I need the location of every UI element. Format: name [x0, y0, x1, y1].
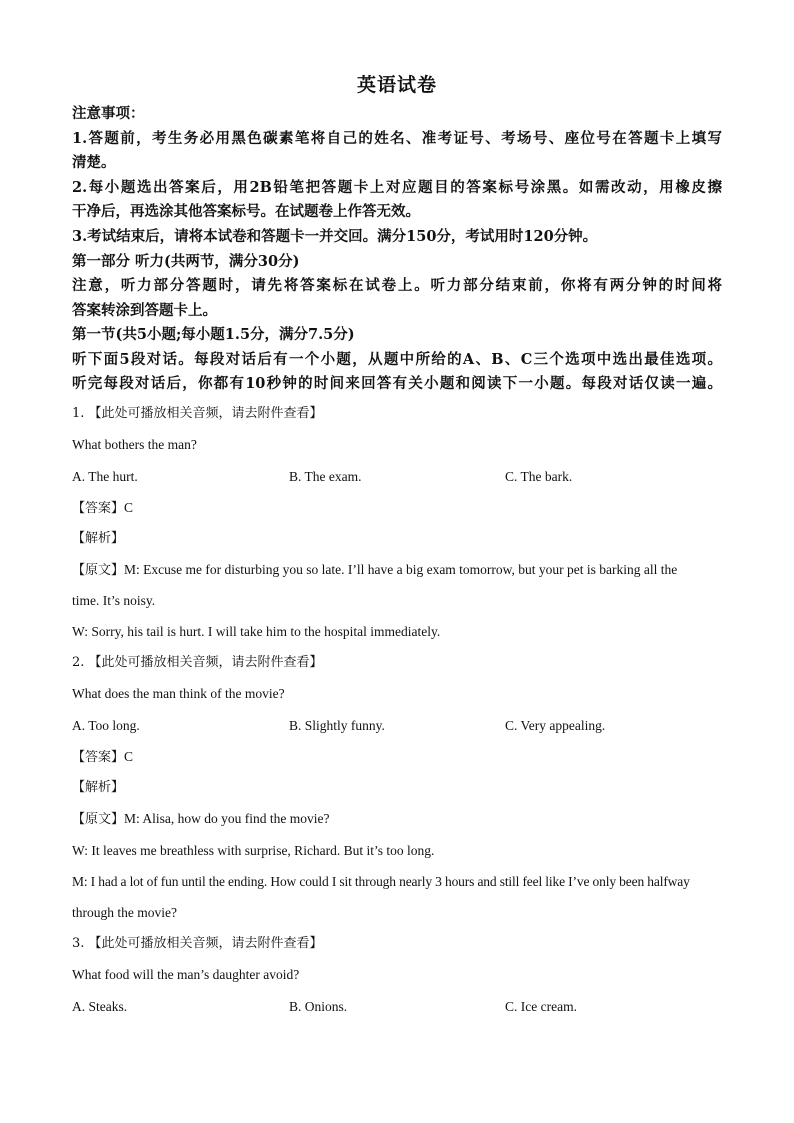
question-3-option-b: B. Onions. — [289, 999, 348, 1014]
question-1-transcript-line-2: time. It’s noisy. — [72, 593, 156, 608]
page-title: 英语试卷 — [356, 74, 437, 96]
transcript-text: M: Alisa, how do you find the movie? — [124, 811, 330, 826]
question-1-answer — [72, 499, 133, 518]
question-1-transcript-line-1 — [72, 561, 677, 580]
question-2-option-b: B. Slightly funny. — [289, 718, 385, 733]
question-1-option-c: C. The bark. — [505, 469, 573, 484]
question-1-audio-placeholder: 1. 【此处可播放相关音频，请去附件查看】 — [72, 406, 323, 421]
original-label: 【原文】 — [72, 812, 125, 827]
answer-label: 【答案】 — [72, 501, 125, 516]
question-3-text: What food will the man’s daughter avoid? — [72, 967, 300, 982]
notice-item-1-line-1: 1.答题前，考生务必用黑色碳素笔将自己的姓名、准考证号、考场号、座位号在答题卡上填写 — [72, 130, 722, 147]
answer-value: C — [124, 749, 134, 764]
question-3-option-c: C. Ice cream. — [505, 999, 577, 1014]
question-2-transcript-line-1 — [72, 810, 330, 829]
notice-heading: 注意事项： — [72, 105, 145, 122]
question-2-option-a: A. Too long. — [72, 718, 140, 733]
part1-note-line-2: 答案转涂到答题卡上。 — [72, 302, 217, 319]
question-2-analysis-label: 【解析】 — [72, 780, 125, 795]
question-1-transcript-line-3: W: Sorry, his tail is hurt. I will take him to the hospital immediately. — [72, 624, 441, 639]
question-1-analysis-label: 【解析】 — [72, 531, 125, 546]
question-1-option-a: A. The hurt. — [72, 469, 138, 484]
original-label: 【原文】 — [72, 563, 125, 578]
part1-heading: 第一部分 听力(共两节，满分30分) — [72, 253, 300, 270]
notice-item-2-line-2: 干净后，再选涂其他答案标号。在试题卷上作答无效。 — [72, 203, 420, 220]
question-2-transcript-line-3: M: I had a lot of fun until the ending. How could I sit through nearly 3 hours and still feel like I’ve only been halfway — [72, 874, 690, 889]
notice-item-2-line-1: 2.每小题选出答案后，用2B铅笔把答题卡上对应题目的答案标号涂黑。如需改动，用橡皮擦 — [72, 179, 722, 196]
question-3-option-a: A. Steaks. — [72, 999, 128, 1014]
instruction-line-1: 听下面5段对话。每段对话后有一个小题，从题中所给的A、B、C三个选项中选出最佳选项。 — [72, 351, 722, 368]
part1-note-line-1: 注意，听力部分答题时，请先将答案标在试卷上。听力部分结束前，你将有两分钟的时间将 — [72, 277, 722, 294]
question-1-option-b: B. The exam. — [289, 469, 362, 484]
question-2-text: What does the man think of the movie? — [72, 686, 285, 701]
transcript-text: M: Excuse me for disturbing you so late. I’ll have a big exam tomorrow, but your pet is barking all the — [124, 562, 678, 577]
notice-item-1-line-2: 清楚。 — [72, 154, 116, 171]
answer-label: 【答案】 — [72, 750, 125, 765]
answer-value: C — [124, 500, 134, 515]
question-3-audio-placeholder: 3. 【此处可播放相关音频，请去附件查看】 — [72, 936, 323, 951]
question-2-transcript-line-4: through the movie? — [72, 905, 177, 920]
question-2-audio-placeholder: 2. 【此处可播放相关音频，请去附件查看】 — [72, 655, 323, 670]
instruction-line-2: 听完每段对话后，你都有10秒钟的时间来回答有关小题和阅读下一小题。每段对话仅读一遍。 — [72, 375, 722, 392]
notice-item-3: 3.考试结束后，请将本试卷和答题卡一并交回。满分150分，考试用时120分钟。 — [72, 228, 598, 245]
section1-heading: 第一节(共5小题;每小题1.5分，满分7.5分) — [72, 326, 355, 343]
question-2-option-c: C. Very appealing. — [505, 718, 606, 733]
question-2-transcript-line-2: W: It leaves me breathless with surprise, Richard. But it’s too long. — [72, 843, 435, 858]
question-1-text: What bothers the man? — [72, 437, 197, 452]
question-2-answer — [72, 748, 133, 767]
